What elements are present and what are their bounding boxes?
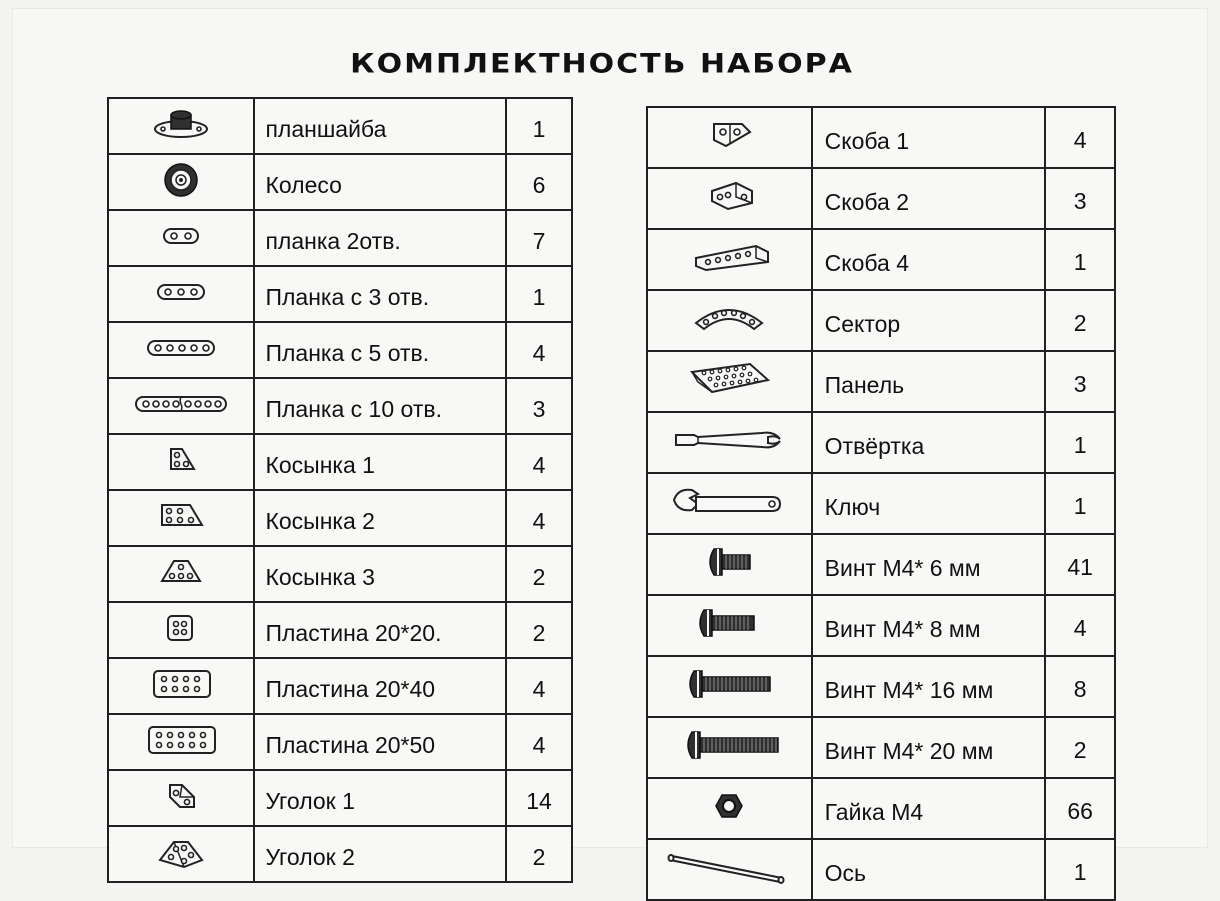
screw-m4-8-icon xyxy=(664,604,794,642)
item-name: Гайка М4 xyxy=(812,778,1046,839)
item-name: Скоба 2 xyxy=(812,168,1046,229)
item-quantity: 4 xyxy=(506,490,572,546)
table-row xyxy=(647,656,1115,717)
screw-m4-16-icon xyxy=(664,665,794,703)
item-name: планшайба xyxy=(254,98,506,154)
item-quantity: 3 xyxy=(1045,351,1115,412)
item-quantity: 41 xyxy=(1045,534,1115,595)
item-quantity: 4 xyxy=(506,434,572,490)
table-row xyxy=(108,714,572,770)
item-name: Винт М4* 20 мм xyxy=(812,717,1046,778)
bracket-2-icon xyxy=(664,177,794,215)
item-name: Пластина 20*50 xyxy=(254,714,506,770)
right-parts-table xyxy=(646,106,1116,901)
table-row xyxy=(108,770,572,826)
gusset-2-icon xyxy=(116,497,246,535)
item-quantity: 1 xyxy=(1045,473,1115,534)
item-quantity: 2 xyxy=(1045,290,1115,351)
item-quantity: 4 xyxy=(506,322,572,378)
item-quantity: 3 xyxy=(506,378,572,434)
plate-20x40-icon xyxy=(116,665,246,703)
item-quantity: 1 xyxy=(506,266,572,322)
item-quantity: 66 xyxy=(1045,778,1115,839)
strip-3-holes-icon xyxy=(116,273,246,311)
item-name: Отвёртка xyxy=(812,412,1046,473)
item-name: Косынка 1 xyxy=(254,434,506,490)
sector-icon xyxy=(664,299,794,337)
item-quantity: 2 xyxy=(506,546,572,602)
table-row xyxy=(108,154,572,210)
screw-m4-6-icon xyxy=(664,543,794,581)
left-parts-table xyxy=(107,97,573,883)
table-row xyxy=(647,778,1115,839)
item-quantity: 7 xyxy=(506,210,572,266)
item-name: Планка с 3 отв. xyxy=(254,266,506,322)
axle-icon xyxy=(664,848,794,886)
item-quantity: 6 xyxy=(506,154,572,210)
item-quantity: 2 xyxy=(506,826,572,882)
table-row xyxy=(108,322,572,378)
item-name: Пластина 20*20. xyxy=(254,602,506,658)
table-row xyxy=(647,351,1115,412)
table-row xyxy=(108,378,572,434)
strip-10-holes-icon xyxy=(116,385,246,423)
flange-plate-icon xyxy=(116,105,246,143)
item-name: Винт М4* 6 мм xyxy=(812,534,1046,595)
item-name: Пластина 20*40 xyxy=(254,658,506,714)
plate-20x20-icon xyxy=(116,609,246,647)
angle-1-icon xyxy=(116,777,246,815)
item-name: Панель xyxy=(812,351,1046,412)
wheel-icon xyxy=(116,161,246,199)
wrench-icon xyxy=(664,482,794,520)
item-name: Ось xyxy=(812,839,1046,900)
item-name: Косынка 2 xyxy=(254,490,506,546)
item-name: Винт М4* 16 мм xyxy=(812,656,1046,717)
table-row xyxy=(647,412,1115,473)
item-quantity: 4 xyxy=(1045,107,1115,168)
table-row xyxy=(647,473,1115,534)
item-quantity: 4 xyxy=(506,658,572,714)
gusset-3-icon xyxy=(116,553,246,591)
item-name: Скоба 1 xyxy=(812,107,1046,168)
table-row xyxy=(108,210,572,266)
item-quantity: 1 xyxy=(506,98,572,154)
item-name: Уголок 2 xyxy=(254,826,506,882)
table-row xyxy=(108,658,572,714)
item-name: планка 2отв. xyxy=(254,210,506,266)
item-quantity: 4 xyxy=(506,714,572,770)
item-quantity: 1 xyxy=(1045,839,1115,900)
item-name: Винт М4* 8 мм xyxy=(812,595,1046,656)
item-quantity: 4 xyxy=(1045,595,1115,656)
item-quantity: 2 xyxy=(1045,717,1115,778)
item-name: Скоба 4 xyxy=(812,229,1046,290)
item-name: Сектор xyxy=(812,290,1046,351)
page-title: КОМПЛЕКТНОСТЬ НАБОРА xyxy=(350,48,854,80)
table-row xyxy=(647,107,1115,168)
bracket-4-icon xyxy=(664,238,794,276)
item-quantity: 8 xyxy=(1045,656,1115,717)
item-quantity: 14 xyxy=(506,770,572,826)
item-name: Косынка 3 xyxy=(254,546,506,602)
angle-2-icon xyxy=(116,833,246,871)
plate-20x50-icon xyxy=(116,721,246,759)
item-quantity: 1 xyxy=(1045,412,1115,473)
item-quantity: 3 xyxy=(1045,168,1115,229)
panel-icon xyxy=(664,360,794,398)
nut-m4-icon xyxy=(664,787,794,825)
table-row xyxy=(647,595,1115,656)
item-name: Колесо xyxy=(254,154,506,210)
table-row xyxy=(108,546,572,602)
table-row xyxy=(108,98,572,154)
strip-5-holes-icon xyxy=(116,329,246,367)
table-row xyxy=(647,229,1115,290)
item-name: Планка с 10 отв. xyxy=(254,378,506,434)
table-row xyxy=(108,602,572,658)
screw-m4-20-icon xyxy=(664,726,794,764)
screwdriver-icon xyxy=(664,421,794,459)
table-row xyxy=(647,290,1115,351)
gusset-1-icon xyxy=(116,441,246,479)
table-row xyxy=(108,266,572,322)
item-name: Уголок 1 xyxy=(254,770,506,826)
item-quantity: 1 xyxy=(1045,229,1115,290)
table-row xyxy=(108,490,572,546)
table-row xyxy=(108,434,572,490)
table-row xyxy=(647,534,1115,595)
table-row xyxy=(647,168,1115,229)
table-row xyxy=(647,839,1115,900)
table-row xyxy=(647,717,1115,778)
strip-2-holes-icon xyxy=(116,217,246,255)
item-quantity: 2 xyxy=(506,602,572,658)
bracket-1-icon xyxy=(664,116,794,154)
table-row xyxy=(108,826,572,882)
item-name: Планка с 5 отв. xyxy=(254,322,506,378)
item-name: Ключ xyxy=(812,473,1046,534)
